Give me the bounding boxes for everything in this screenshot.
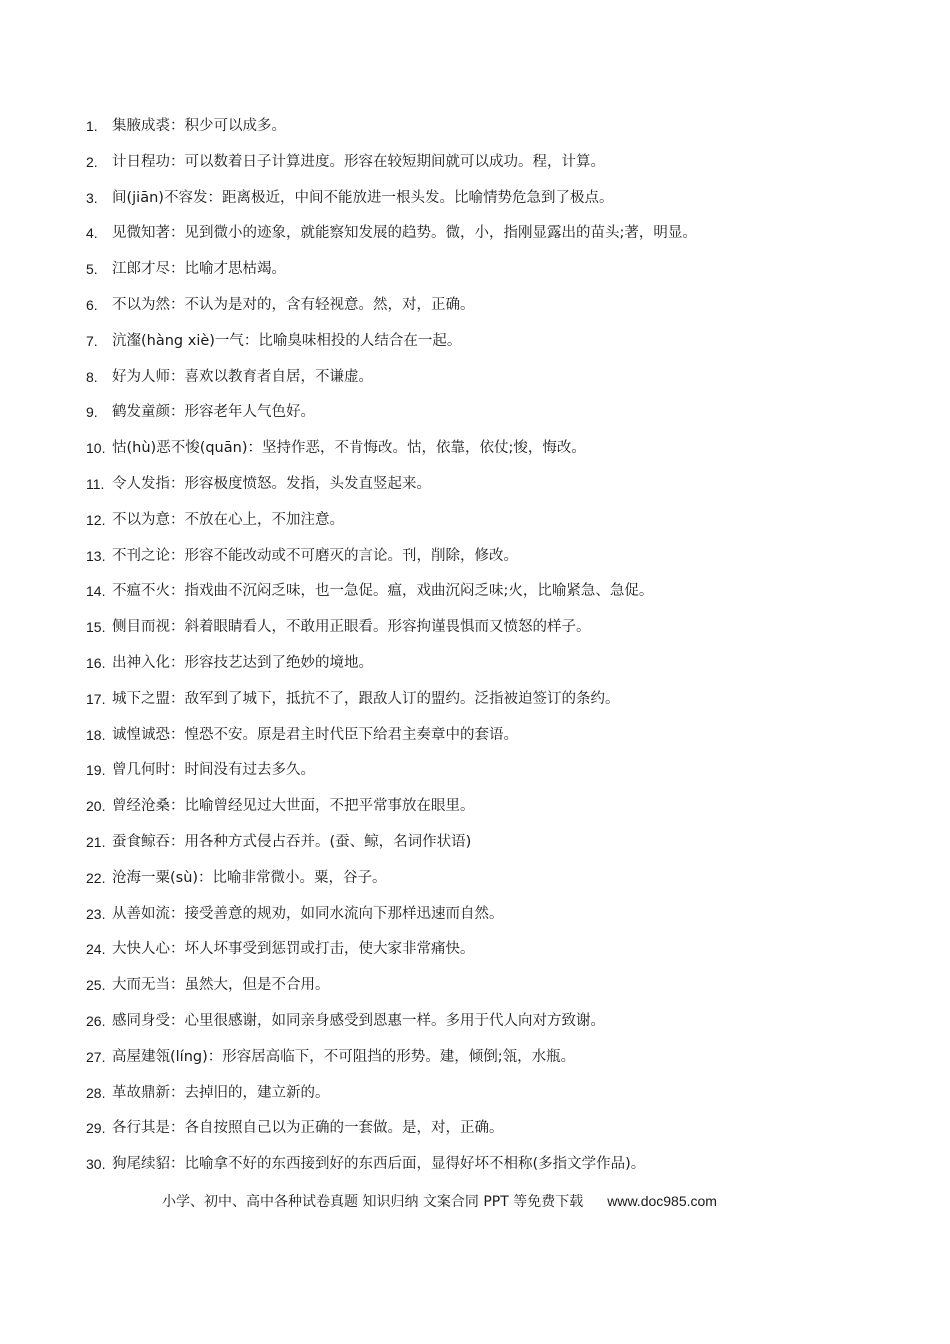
list-item <box>86 756 906 792</box>
item-number: 27. <box>86 1048 106 1065</box>
item-number: 16. <box>86 654 106 671</box>
item-text: 沧海一粟(sù)：比喻非常微小。粟，谷子。 <box>112 869 387 886</box>
list-item <box>86 363 906 399</box>
item-text: 怙(hù)恶不悛(quān)：坚持作恶，不肯悔改。怙，依靠，依仗;悛，悔改。 <box>112 440 586 457</box>
item-text: 间(jiān)不容发：距离极近，中间不能放进一根头发。比喻情势危急到了极点。 <box>112 189 614 206</box>
list-item <box>86 935 906 971</box>
item-number: 13. <box>86 547 106 564</box>
item-number: 12. <box>86 511 106 528</box>
item-number: 4. <box>86 225 98 242</box>
list-item <box>86 721 906 757</box>
item-number: 28. <box>86 1084 106 1101</box>
item-text: 各行其是：各自按照自己以为正确的一套做。是，对，正确。 <box>112 1120 504 1137</box>
list-item <box>86 1150 906 1186</box>
footer-url-link[interactable]: www.doc985.com <box>607 1193 717 1209</box>
item-text: 沆瀣(hàng xiè)一气：比喻臭味相投的人结合在一起。 <box>112 332 462 349</box>
idiom-list <box>86 112 906 1186</box>
list-item <box>86 291 906 327</box>
list-item <box>86 685 906 721</box>
item-text: 见微知著：见到微小的迹象，就能察知发展的趋势。微，小，指刚显露出的苗头;著，明显。 <box>112 225 697 242</box>
list-item <box>86 470 906 506</box>
list-item <box>86 1114 906 1150</box>
item-number: 23. <box>86 905 106 922</box>
item-number: 19. <box>86 762 106 779</box>
item-text: 集腋成裘：积少可以成多。 <box>112 118 286 134</box>
item-number: 7. <box>86 332 98 349</box>
item-number: 24. <box>86 941 106 958</box>
list-item <box>86 434 906 470</box>
item-text: 从善如流：接受善意的规劝，如同水流向下那样迅速而自然。 <box>112 905 504 922</box>
item-text: 鹤发童颜：形容老年人气色好。 <box>112 404 315 421</box>
item-number: 14. <box>86 583 106 600</box>
list-item <box>86 327 906 363</box>
list-item <box>86 971 906 1007</box>
item-text: 侧目而视：斜着眼睛看人，不敢用正眼看。形容拘谨畏惧而又愤怒的样子。 <box>112 619 591 636</box>
item-text: 感同身受：心里很感谢，如同亲身感受到恩惠一样。多用于代人向对方致谢。 <box>112 1012 605 1029</box>
item-number: 8. <box>86 368 98 385</box>
page-footer <box>162 1190 717 1213</box>
item-number: 15. <box>86 619 106 636</box>
item-text: 城下之盟：敌军到了城下，抵抗不了，跟敌人订的盟约。泛指被迫签订的条约。 <box>112 690 620 707</box>
item-number: 3. <box>86 189 98 206</box>
item-number: 21. <box>86 833 106 850</box>
list-item <box>86 792 906 828</box>
item-number: 17. <box>86 690 106 707</box>
item-number: 25. <box>86 977 106 994</box>
list-item <box>86 542 906 578</box>
item-text: 江郎才尽：比喻才思枯竭。 <box>112 261 286 278</box>
list-item <box>86 613 906 649</box>
item-number: 6. <box>86 296 98 313</box>
item-number: 9. <box>86 404 98 421</box>
item-number: 10. <box>86 440 106 457</box>
item-number: 1. <box>86 118 98 134</box>
list-item <box>86 900 906 936</box>
item-text: 好为人师：喜欢以教育者自居，不谦虚。 <box>112 368 373 385</box>
item-number: 11. <box>86 475 105 492</box>
list-item <box>86 255 906 291</box>
item-text: 高屋建瓴(líng)：形容居高临下，不可阻挡的形势。建，倾倒;瓴，水瓶。 <box>112 1048 576 1065</box>
list-item <box>86 864 906 900</box>
item-number: 30. <box>86 1156 106 1173</box>
item-text: 大而无当：虽然大，但是不合用。 <box>112 977 330 994</box>
item-text: 蚕食鲸吞：用各种方式侵占吞并。(蚕、鲸，名词作状语) <box>112 833 472 850</box>
list-item <box>86 112 906 148</box>
item-text: 令人发指：形容极度愤怒。发指，头发直竖起来。 <box>112 475 431 492</box>
list-item <box>86 219 906 255</box>
item-text: 革故鼎新：去掉旧的，建立新的。 <box>112 1084 330 1101</box>
item-text: 曾经沧桑：比喻曾经见过大世面，不把平常事放在眼里。 <box>112 798 475 815</box>
list-item <box>86 649 906 685</box>
item-text: 大快人心：坏人坏事受到惩罚或打击，使大家非常痛快。 <box>112 941 475 958</box>
list-item <box>86 577 906 613</box>
item-text: 不瘟不火：指戏曲不沉闷乏味，也一急促。瘟，戏曲沉闷乏味;火，比喻紧急、急促。 <box>112 583 654 600</box>
list-item <box>86 148 906 184</box>
item-number: 22. <box>86 869 106 886</box>
list-item <box>86 828 906 864</box>
item-text: 出神入化：形容技艺达到了绝妙的境地。 <box>112 654 373 671</box>
item-number: 2. <box>86 153 98 170</box>
item-number: 18. <box>86 726 106 743</box>
list-item <box>86 398 906 434</box>
item-text: 曾几何时：时间没有过去多久。 <box>112 762 315 779</box>
item-number: 26. <box>86 1012 106 1029</box>
item-number: 20. <box>86 798 106 815</box>
list-item <box>86 1007 906 1043</box>
list-item <box>86 184 906 220</box>
list-item <box>86 1079 906 1115</box>
item-number: 5. <box>86 261 98 278</box>
item-text: 不以为意：不放在心上，不加注意。 <box>112 511 344 528</box>
list-item <box>86 506 906 542</box>
item-text: 不以为然：不认为是对的，含有轻视意。然，对，正确。 <box>112 296 475 313</box>
list-item <box>86 1043 906 1079</box>
item-text: 诚惶诚恐：惶恐不安。原是君主时代臣下给君主奏章中的套语。 <box>112 726 518 743</box>
item-text: 狗尾续貂：比喻拿不好的东西接到好的东西后面，显得好坏不相称(多指文学作品)。 <box>112 1156 646 1173</box>
item-text: 不刊之论：形容不能改动或不可磨灭的言论。刊，削除，修改。 <box>112 547 518 564</box>
footer-text: 小学、初中、高中各种试卷真题 知识归纳 文案合同 PPT 等免费下载 <box>162 1194 584 1210</box>
item-text: 计日程功：可以数着日子计算进度。形容在较短期间就可以成功。程，计算。 <box>112 153 605 170</box>
item-number: 29. <box>86 1120 106 1137</box>
